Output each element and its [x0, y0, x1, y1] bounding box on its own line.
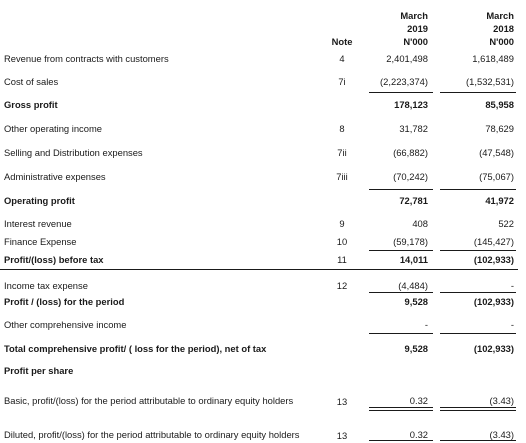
row-value-2019: (66,882) — [393, 147, 428, 158]
row-label: Income tax expense — [4, 280, 88, 291]
row-value-2019: 2,401,498 — [386, 53, 428, 64]
rule-line — [440, 410, 516, 411]
row-label: Selling and Distribution expenses — [4, 147, 143, 158]
rule-line — [440, 333, 516, 334]
row-value-2018: (1,532,531) — [466, 76, 514, 87]
rule-line — [440, 92, 516, 93]
row-note: 7i — [338, 76, 346, 87]
col-2019-unit: N'000 — [403, 36, 428, 47]
rule-line — [369, 92, 433, 93]
row-value-2019: (4,484) — [398, 280, 428, 291]
col-2018-month: March — [486, 10, 514, 21]
row-value-2019: 14,011 — [399, 254, 428, 265]
row-label: Profit/(loss) before tax — [4, 254, 104, 265]
note-column-header: Note — [331, 36, 353, 47]
col-2018-year: 2018 — [493, 23, 514, 34]
row-value-2018: (3.43) — [489, 395, 514, 406]
row-label: Cost of sales — [4, 76, 59, 87]
rule-line — [440, 407, 516, 408]
row-note: 4 — [339, 53, 345, 64]
rule-line — [369, 292, 433, 293]
row-value-2018: 85,958 — [485, 99, 514, 110]
row-value-2018: - — [510, 319, 514, 330]
row-label: Administrative expenses — [4, 171, 106, 182]
row-label: Diluted, profit/(loss) for the period attributable to ordinary equity holders — [4, 429, 300, 440]
row-value-2019: 178,123 — [394, 99, 428, 110]
row-label: Finance Expense — [4, 236, 77, 247]
row-note: 9 — [339, 218, 345, 229]
rule-line — [440, 189, 516, 190]
row-label: Other operating income — [4, 123, 102, 134]
row-note: 12 — [336, 280, 348, 291]
row-value-2018: 41,972 — [485, 195, 514, 206]
row-note: 11 — [337, 254, 347, 265]
row-value-2018: (145,427) — [473, 236, 514, 247]
row-value-2019: 9,528 — [404, 343, 428, 354]
section-heading: Profit per share — [4, 365, 74, 376]
divider-line — [0, 269, 518, 270]
row-label: Total comprehensive profit/ ( loss for the period), net of tax — [4, 343, 267, 354]
row-value-2019: - — [424, 319, 428, 330]
row-value-2019: (59,178) — [393, 236, 428, 247]
row-label: Gross profit — [4, 99, 58, 110]
row-note: 7iii — [336, 171, 348, 182]
row-value-2018: 78,629 — [485, 123, 514, 134]
row-value-2018: 1,618,489 — [472, 53, 514, 64]
row-note: 8 — [339, 123, 345, 134]
col-2018-unit: N'000 — [489, 36, 514, 47]
row-label: Basic, profit/(loss) for the period attributable to ordinary equity holders — [4, 395, 294, 406]
col-2019-year: 2019 — [407, 23, 428, 34]
rule-line — [440, 250, 516, 251]
row-value-2019: 0.32 — [409, 395, 428, 406]
rule-line — [369, 189, 433, 190]
row-value-2018: (102,933) — [473, 343, 514, 354]
row-value-2019: (70,242) — [393, 171, 428, 182]
row-label: Other comprehensive income — [4, 319, 127, 330]
row-value-2019: 31,782 — [399, 123, 428, 134]
row-value-2018: (102,933) — [473, 296, 514, 307]
rule-line — [369, 407, 433, 408]
rule-line — [440, 292, 516, 293]
row-value-2018: (102,933) — [473, 254, 514, 265]
rule-line — [369, 250, 433, 251]
row-value-2019: 72,781 — [399, 195, 428, 206]
row-value-2018: (3.43) — [489, 429, 514, 440]
row-value-2019: (2,223,374) — [380, 76, 428, 87]
rule-line — [369, 410, 433, 411]
row-value-2019: 9,528 — [404, 296, 428, 307]
row-value-2018: - — [510, 280, 514, 291]
row-note: 7ii — [337, 147, 347, 158]
row-value-2018: (47,548) — [479, 147, 514, 158]
row-value-2018: 522 — [498, 218, 514, 229]
row-label: Interest revenue — [4, 218, 72, 229]
row-value-2018: (75,067) — [479, 171, 514, 182]
row-note: 10 — [336, 236, 348, 247]
row-note: 13 — [336, 396, 348, 407]
row-note: 13 — [336, 430, 348, 441]
row-label: Operating profit — [4, 195, 75, 206]
row-label: Profit / (loss) for the period — [4, 296, 125, 307]
rule-line — [369, 333, 433, 334]
row-label: Revenue from contracts with customers — [4, 53, 169, 64]
row-value-2019: 408 — [412, 218, 428, 229]
row-value-2019: 0.32 — [409, 429, 428, 440]
col-2019-month: March — [400, 10, 428, 21]
rule-line — [440, 440, 516, 441]
rule-line — [369, 440, 433, 441]
